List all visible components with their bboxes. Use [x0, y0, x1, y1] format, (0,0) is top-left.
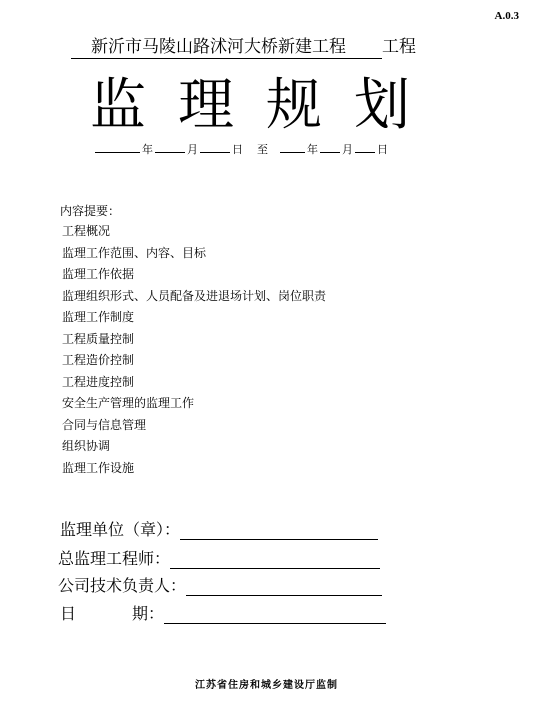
end-month-label: 月: [342, 143, 353, 156]
list-item: 安全生产管理的监理工作: [62, 396, 195, 410]
project-name-field[interactable]: 新沂市马陵山路沭河大桥新建工程: [71, 36, 382, 59]
end-month-blank[interactable]: [320, 141, 340, 153]
supervision-unit-field[interactable]: [180, 523, 378, 540]
supervision-unit-row: [60, 520, 378, 540]
end-day-label: 日: [377, 143, 388, 156]
end-day-blank[interactable]: [355, 141, 375, 153]
end-year-blank[interactable]: [280, 141, 305, 153]
technical-head-field[interactable]: [186, 579, 382, 596]
chief-engineer-field[interactable]: [170, 552, 380, 569]
start-day-label: 日: [232, 143, 243, 156]
title-char-4: 划: [354, 73, 410, 138]
date-row: [60, 604, 386, 624]
document-title: [90, 74, 410, 138]
start-year-label: 年: [142, 143, 153, 156]
contents-summary: [60, 202, 326, 479]
date-field[interactable]: [164, 607, 386, 624]
list-item: 工程进度控制: [62, 374, 135, 389]
date-to-label: 至: [257, 143, 268, 156]
title-char-1: 监: [90, 73, 146, 138]
list-item: 监理工作范围、内容、目标: [62, 245, 207, 260]
list-item: 监理工作设施: [62, 460, 135, 475]
date-range-row: [95, 141, 390, 157]
project-title-line: [71, 36, 431, 59]
project-suffix: 工程: [382, 37, 416, 57]
list-item: 工程质量控制: [62, 331, 135, 346]
title-char-3: 规: [266, 73, 322, 138]
date-label-a: 日: [60, 604, 77, 623]
list-item: 监理组织形式、人员配备及进退场计划、岗位职责: [62, 288, 327, 303]
title-char-2: 理: [178, 73, 234, 138]
technical-head-label: 公司技术负责人：: [58, 576, 187, 595]
list-item: 工程概况: [62, 224, 111, 238]
form-code: A.0.3: [494, 10, 519, 22]
end-year-label: 年: [307, 143, 318, 156]
issuer-footer: 江苏省住房和城乡建设厅监制: [195, 680, 338, 691]
start-month-label: 月: [187, 143, 198, 156]
contents-list: [60, 221, 326, 479]
chief-engineer-row: [58, 549, 380, 569]
supervision-unit-label: 监理单位（章）：: [60, 520, 181, 539]
date-label-b: 期：: [132, 604, 165, 623]
technical-head-row: [58, 576, 382, 596]
start-day-blank[interactable]: [200, 141, 230, 153]
contents-heading: 内容提要：: [60, 204, 121, 218]
list-item: 监理工作制度: [62, 310, 135, 324]
start-year-blank[interactable]: [95, 141, 140, 153]
start-month-blank[interactable]: [155, 141, 185, 153]
list-item: 组织协调: [62, 439, 111, 453]
list-item: 合同与信息管理: [62, 417, 147, 432]
chief-engineer-label: 总监理工程师：: [58, 549, 171, 568]
list-item: 工程造价控制: [62, 353, 135, 367]
list-item: 监理工作依据: [62, 267, 135, 281]
